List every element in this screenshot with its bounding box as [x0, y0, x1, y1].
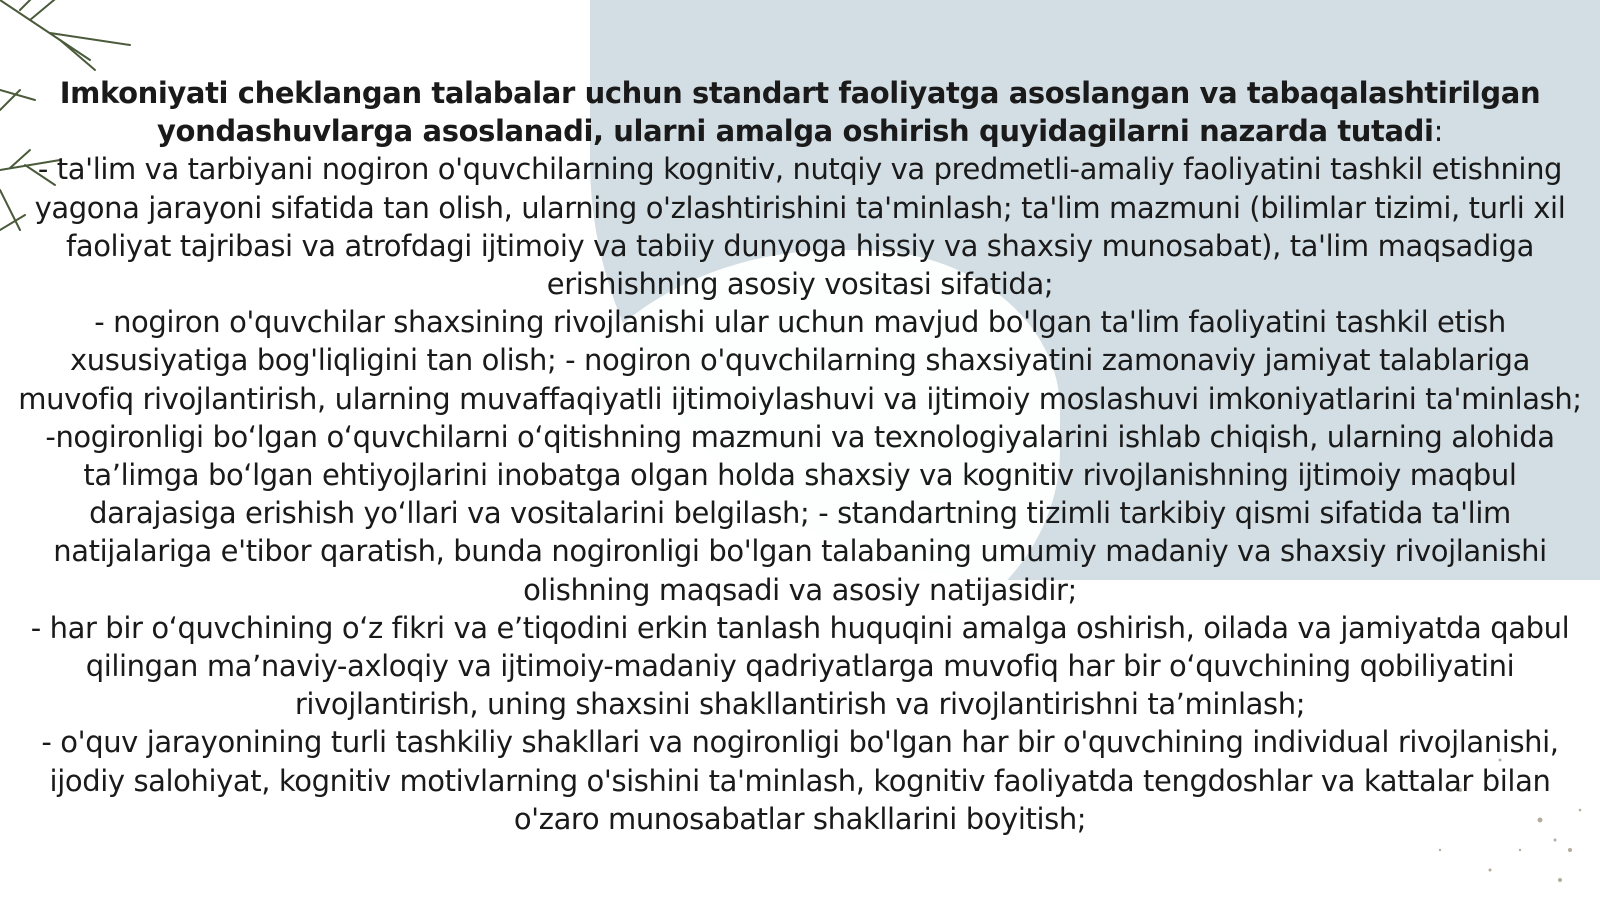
- document-heading: [0, 74, 1600, 150]
- heading-colon: :: [1433, 114, 1443, 149]
- paragraph-5: - o'quv jarayonining turli tashkiliy shakllari va nogironligi bo'lgan har bir o'quvchining individual rivojlanishi, ijodiy salohiyat, kognitiv motivlarning o'sishini ta'minlash, kognitiv faoliyatda tengdoshlar va kattalar bilan o'zaro munosabatlar shakllarini boyitish;: [41, 725, 1559, 836]
- heading-text: Imkoniyati cheklangan talabalar uchun standart faoliyatga asoslangan va tabaqalashtirilgan yondashuvlarga asoslanadi, ularni amalga oshirish quyidagilarni nazarda tutadi: [59, 76, 1541, 149]
- document-body: [0, 74, 1600, 838]
- paragraph-1: - ta'lim va tarbiyani nogiron o'quvchilarning kognitiv, nutqiy va predmetli-amaliy faoliyatini tashkil etishning yagona jarayoni sifatida tan olish, ularning o'zlashtirishini ta'minlash; ta'lim mazmuni (bilimlar tizimi, turli xil faoliyat tajribasi va atrofdagi ijtimoiy va tabiiy dunyoga hissiy va shaxsiy munosabat), ta'lim maqsadiga erishishning asosiy vositasi sifatida;: [34, 152, 1566, 302]
- paragraph-4: - har bir o‘quvchining o‘z fikri va e’tiqodini erkin tanlash huquqini amalga oshirish, oilada va jamiyatda qabul qilingan ma’naviy-axloqiy va ijtimoiy-madaniy qadriyatlarga muvofiq har bir o‘quvchining qobiliyatini rivojlantirish, uning shaxsini shakllantirish va rivojlantirishni ta’minlash;: [30, 610, 1570, 722]
- paragraph-2: - nogiron o'quvchilar shaxsining rivojlanishi ular uchun mavjud bo'lgan ta'lim faoliyatini tashkil etish xususiyatiga bog'liqligini tan olish; - nogiron o'quvchilarning shaxsiyatini zamonaviy jamiyat talablariga muvofiq rivojlantirish, ularning muvaffaqiyatli ijtimoiylashuvi va ijtimoiy moslashuvi imkoniyatlarini ta'minlash;: [18, 305, 1582, 416]
- paragraph-3: -nogironligi bo‘lgan o‘quvchilarni o‘qitishning mazmuni va texnologiyalarini ishlab chiqish, ularning alohida ta’limga bo‘lgan ehtiyojlarini inobatga olgan holda shaxsiy va kognitiv rivojlanishning ijtimoiy maqbul darajasiga erishish yo‘llari va vositalarini belgilash; - standartning tizimli tarkibiy qismi sifatida ta'lim natijalariga e'tibor qaratish, bunda nogironligi bo'lgan talabaning umumiy madaniy va shaxsiy rivojlanishi olishning maqsadi va asosiy natijasidir;: [45, 419, 1555, 607]
